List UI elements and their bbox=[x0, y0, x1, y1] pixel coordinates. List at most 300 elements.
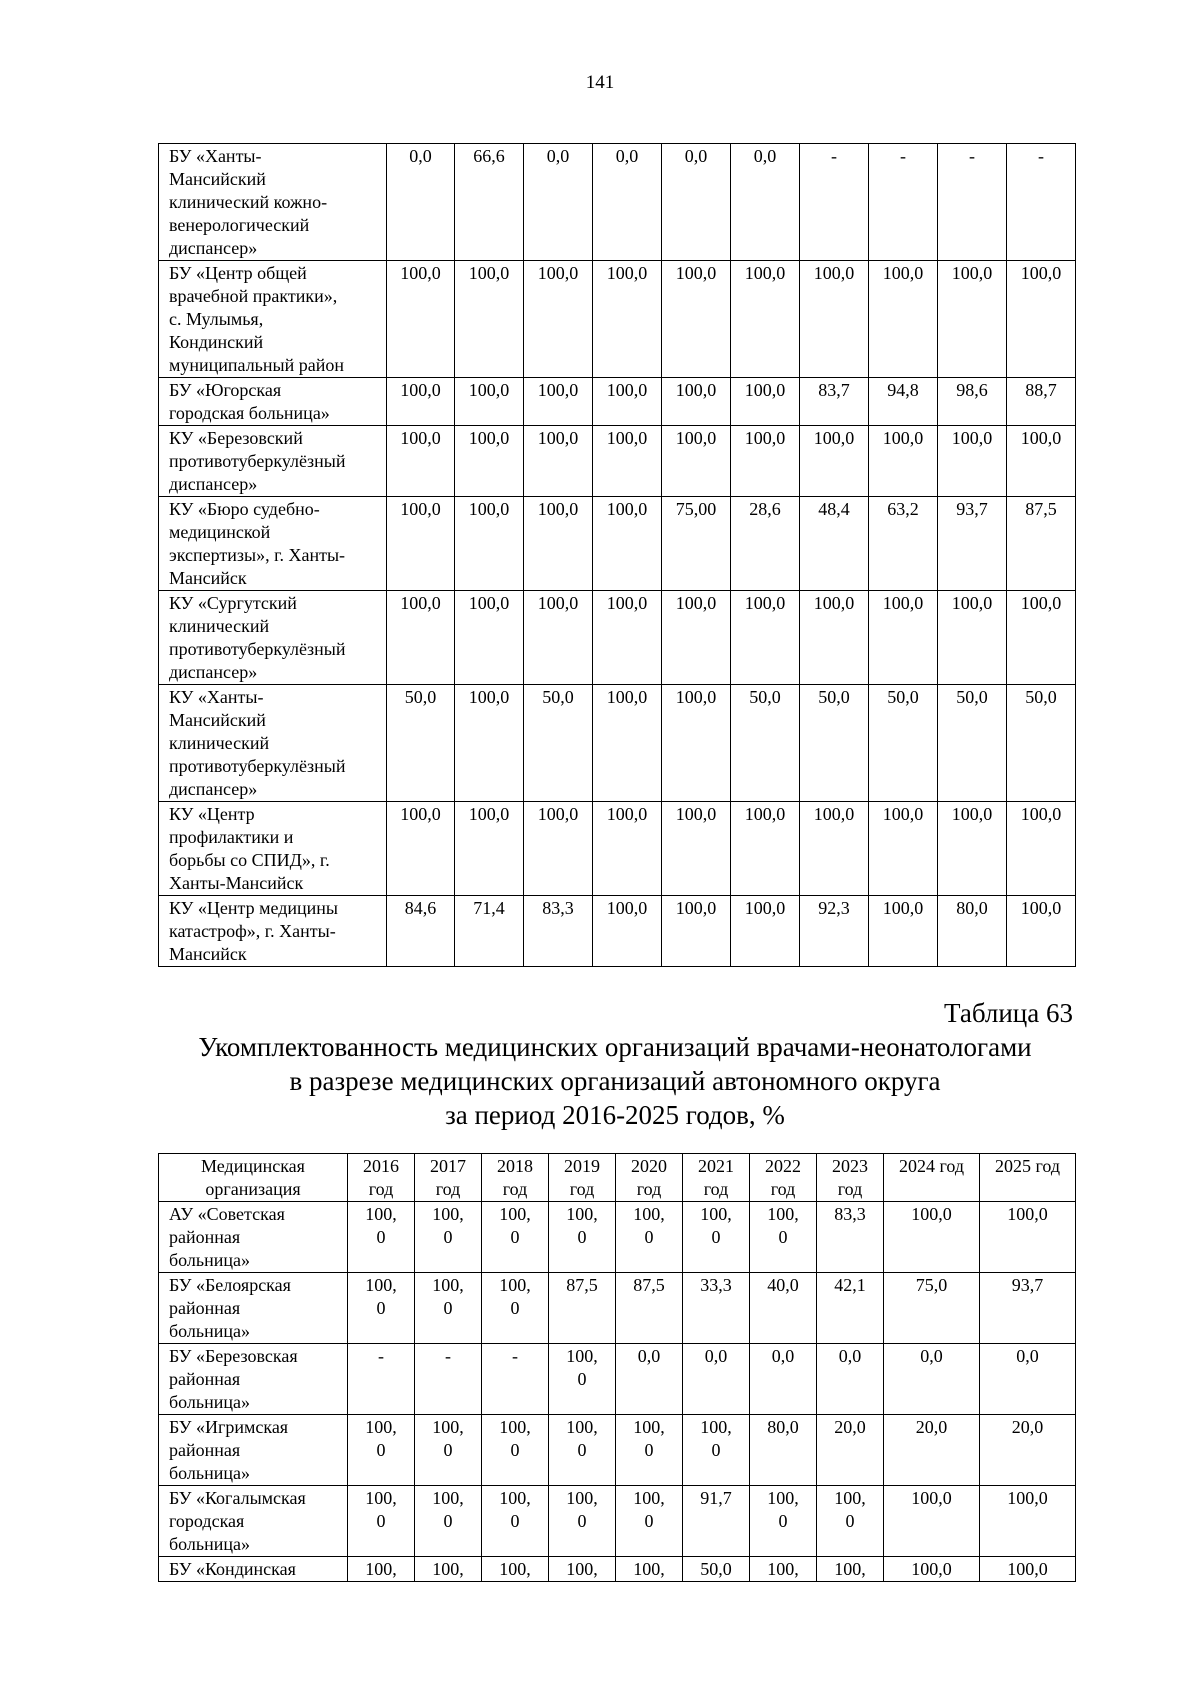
value-text: 0,0 bbox=[637, 1346, 661, 1366]
value-cell bbox=[884, 1344, 980, 1415]
value-cell: 50,0 bbox=[869, 685, 938, 802]
value-cell bbox=[884, 1486, 980, 1557]
cell-text-line: КУ «Бюро судебно- bbox=[169, 499, 320, 519]
value-cell bbox=[683, 1557, 750, 1582]
value-cell: 100,0 bbox=[593, 591, 662, 685]
value-text: 100,0 bbox=[499, 1417, 531, 1460]
org-name-cell bbox=[159, 144, 387, 261]
table-title-line: в разрезе медицинских организаций автономного округа bbox=[289, 1066, 941, 1096]
cell-text-line: больница» bbox=[169, 1250, 250, 1270]
value-cell bbox=[616, 1344, 683, 1415]
value-cell: 100,0 bbox=[524, 591, 593, 685]
value-cell bbox=[884, 1415, 980, 1486]
value-cell: 100,0 bbox=[869, 802, 938, 896]
value-text: 100,0 bbox=[767, 1204, 799, 1247]
value-text: 40,0 bbox=[767, 1275, 799, 1295]
value-cell: 80,0 bbox=[938, 896, 1007, 967]
cell-text-line: медицинской bbox=[169, 522, 271, 542]
table-row bbox=[159, 1202, 1076, 1273]
cell-text-line: год bbox=[703, 1179, 729, 1199]
value-cell: 100,0 bbox=[524, 378, 593, 426]
header-year bbox=[348, 1154, 415, 1202]
table-title-line: Укомплектованность медицинских организаций врачами-неонатологами bbox=[198, 1032, 1032, 1062]
cell-text-line: противотуберкулёзный bbox=[169, 451, 346, 471]
cell-text-line: год bbox=[435, 1179, 461, 1199]
value-cell bbox=[415, 1557, 482, 1582]
value-cell bbox=[750, 1202, 817, 1273]
value-text: 100,0 bbox=[633, 1204, 665, 1247]
value-text: 42,1 bbox=[834, 1275, 866, 1295]
cell-text-line: районная bbox=[169, 1440, 241, 1460]
cell-text-line: катастроф», г. Ханты- bbox=[169, 921, 336, 941]
value-cell bbox=[348, 1557, 415, 1582]
value-cell: 100,0 bbox=[455, 378, 524, 426]
value-cell: 100,0 bbox=[387, 426, 455, 497]
value-text: 0,0 bbox=[704, 1346, 728, 1366]
value-text: 100, bbox=[767, 1559, 799, 1579]
value-text: 50,0 bbox=[700, 1559, 732, 1579]
value-cell: 100,0 bbox=[869, 426, 938, 497]
value-cell: 100,0 bbox=[662, 378, 731, 426]
cell-text-line: городская bbox=[169, 1511, 245, 1531]
cell-text-line: диспансер» bbox=[169, 474, 258, 494]
value-text: 0,0 bbox=[771, 1346, 795, 1366]
value-text: - bbox=[445, 1346, 451, 1366]
value-cell bbox=[750, 1486, 817, 1557]
upper-table-body bbox=[159, 144, 1076, 967]
value-cell: 0,0 bbox=[662, 144, 731, 261]
cell-text-line: Мансийский bbox=[169, 169, 266, 189]
value-cell: 100,0 bbox=[524, 261, 593, 378]
org-name-cell bbox=[159, 1273, 348, 1344]
value-cell bbox=[750, 1415, 817, 1486]
cell-text-line: клинический bbox=[169, 616, 270, 636]
value-text: 0,0 bbox=[920, 1346, 943, 1366]
value-cell: 100,0 bbox=[387, 802, 455, 896]
value-cell bbox=[348, 1486, 415, 1557]
value-text: 100, bbox=[432, 1559, 464, 1579]
value-text: 100,0 bbox=[911, 1488, 952, 1508]
value-cell bbox=[884, 1557, 980, 1582]
cell-text-line: больница» bbox=[169, 1392, 250, 1412]
value-cell: 84,6 bbox=[387, 896, 455, 967]
value-cell: 66,6 bbox=[455, 144, 524, 261]
value-cell: 100,0 bbox=[800, 802, 869, 896]
value-cell: 92,3 bbox=[800, 896, 869, 967]
value-cell: 75,00 bbox=[662, 497, 731, 591]
value-text: 93,7 bbox=[1011, 1275, 1044, 1295]
value-text: 100, bbox=[365, 1559, 397, 1579]
value-cell: 100,0 bbox=[731, 591, 800, 685]
value-cell: 100,0 bbox=[731, 261, 800, 378]
value-cell: - bbox=[800, 144, 869, 261]
value-text: 100,0 bbox=[365, 1417, 397, 1460]
value-cell bbox=[482, 1415, 549, 1486]
cell-text-line: венерологический bbox=[169, 215, 310, 235]
value-text: 75,0 bbox=[915, 1275, 948, 1295]
value-cell: 100,0 bbox=[593, 685, 662, 802]
cell-text-line: КУ «Ханты- bbox=[169, 687, 264, 707]
table-title-line: за период 2016-2025 годов, % bbox=[445, 1100, 785, 1130]
value-text: 100,0 bbox=[566, 1346, 598, 1389]
org-name-cell bbox=[159, 1415, 348, 1486]
cell-text-line: КУ «Сургутский bbox=[169, 593, 297, 613]
value-cell: 100,0 bbox=[800, 426, 869, 497]
table-63 bbox=[158, 1153, 1076, 1582]
value-cell bbox=[549, 1273, 616, 1344]
value-cell bbox=[415, 1202, 482, 1273]
value-cell bbox=[980, 1557, 1076, 1582]
table-number: Таблица 63 bbox=[944, 998, 1073, 1028]
table-row bbox=[159, 378, 1076, 426]
org-name-cell bbox=[159, 802, 387, 896]
value-text: 87,5 bbox=[633, 1275, 665, 1295]
value-cell bbox=[980, 1344, 1076, 1415]
value-cell: 100,0 bbox=[938, 591, 1007, 685]
value-cell: - bbox=[1007, 144, 1076, 261]
value-text: 20,0 bbox=[1011, 1417, 1044, 1437]
value-cell: 87,5 bbox=[1007, 497, 1076, 591]
value-text: 100, bbox=[633, 1559, 665, 1579]
value-text: 100,0 bbox=[1007, 1204, 1048, 1224]
org-name-cell bbox=[159, 426, 387, 497]
value-text: 100,0 bbox=[633, 1417, 665, 1460]
value-text: 100,0 bbox=[566, 1488, 598, 1531]
value-cell bbox=[549, 1486, 616, 1557]
value-text: 80,0 bbox=[767, 1417, 799, 1437]
cell-text-line: районная bbox=[169, 1298, 241, 1318]
org-name-cell bbox=[159, 591, 387, 685]
value-cell: 50,0 bbox=[1007, 685, 1076, 802]
value-cell bbox=[683, 1486, 750, 1557]
value-cell bbox=[884, 1202, 980, 1273]
value-cell bbox=[549, 1344, 616, 1415]
value-cell: 100,0 bbox=[1007, 426, 1076, 497]
value-cell: 100,0 bbox=[524, 497, 593, 591]
header-year bbox=[482, 1154, 549, 1202]
value-cell: 50,0 bbox=[800, 685, 869, 802]
value-text: 100,0 bbox=[365, 1204, 397, 1247]
value-cell: 100,0 bbox=[455, 261, 524, 378]
value-text: 100, bbox=[566, 1559, 598, 1579]
value-cell: 98,6 bbox=[938, 378, 1007, 426]
table-row bbox=[159, 1273, 1076, 1344]
cell-text-line: районная bbox=[169, 1227, 241, 1247]
cell-text-line: с. Мулымья, bbox=[169, 309, 264, 329]
value-cell: 100,0 bbox=[593, 426, 662, 497]
value-cell: 50,0 bbox=[938, 685, 1007, 802]
value-cell: 100,0 bbox=[938, 261, 1007, 378]
value-text: 83,3 bbox=[834, 1204, 866, 1224]
cell-text-line: год bbox=[636, 1179, 662, 1199]
value-text: 100,0 bbox=[566, 1417, 598, 1460]
cell-text-line: БУ «Кондинская bbox=[169, 1559, 296, 1579]
value-text: 0,0 bbox=[838, 1346, 862, 1366]
cell-text-line: больница» bbox=[169, 1463, 250, 1483]
value-text: - bbox=[378, 1346, 384, 1366]
value-cell: 100,0 bbox=[731, 896, 800, 967]
cell-text-line: экспертизы», г. Ханты- bbox=[169, 545, 346, 565]
value-text: 100,0 bbox=[365, 1275, 397, 1318]
value-text: 0,0 bbox=[1016, 1346, 1039, 1366]
value-text: 91,7 bbox=[700, 1488, 732, 1508]
value-cell: 100,0 bbox=[593, 497, 662, 591]
cell-text-line: диспансер» bbox=[169, 779, 258, 799]
cell-text-line: БУ «Когалымская bbox=[169, 1488, 306, 1508]
table-row bbox=[159, 261, 1076, 378]
table-title bbox=[0, 1030, 1200, 1132]
cell-text-line: 2024 год bbox=[898, 1156, 965, 1176]
value-cell bbox=[884, 1273, 980, 1344]
value-cell bbox=[415, 1273, 482, 1344]
value-cell bbox=[980, 1415, 1076, 1486]
value-cell: 0,0 bbox=[593, 144, 662, 261]
org-name-cell bbox=[159, 261, 387, 378]
value-cell: 100,0 bbox=[662, 896, 731, 967]
cell-text-line: муниципальный район bbox=[169, 355, 345, 375]
value-cell: 100,0 bbox=[869, 896, 938, 967]
value-cell bbox=[683, 1415, 750, 1486]
cell-text-line: КУ «Березовский bbox=[169, 428, 303, 448]
table-header-row bbox=[159, 1154, 1076, 1202]
value-cell bbox=[348, 1273, 415, 1344]
cell-text-line: больница» bbox=[169, 1534, 250, 1554]
value-cell: 100,0 bbox=[731, 426, 800, 497]
table-63-body bbox=[159, 1202, 1076, 1582]
value-cell bbox=[817, 1486, 884, 1557]
cell-text-line: Кондинский bbox=[169, 332, 264, 352]
value-cell: 100,0 bbox=[524, 426, 593, 497]
value-cell: 100,0 bbox=[593, 261, 662, 378]
value-cell: 100,0 bbox=[662, 591, 731, 685]
value-cell: 100,0 bbox=[662, 261, 731, 378]
value-cell bbox=[616, 1557, 683, 1582]
cell-text-line: Мансийск bbox=[169, 568, 247, 588]
value-cell: 94,8 bbox=[869, 378, 938, 426]
value-cell: 100,0 bbox=[731, 802, 800, 896]
cell-text-line: 2016 bbox=[363, 1156, 399, 1176]
value-cell: 50,0 bbox=[731, 685, 800, 802]
cell-text-line: год bbox=[368, 1179, 394, 1199]
table-row bbox=[159, 1557, 1076, 1582]
value-cell: 63,2 bbox=[869, 497, 938, 591]
cell-text-line: противотуберкулёзный bbox=[169, 756, 346, 776]
value-cell bbox=[980, 1486, 1076, 1557]
table-row bbox=[159, 1415, 1076, 1486]
value-cell bbox=[415, 1415, 482, 1486]
value-cell: 100,0 bbox=[455, 497, 524, 591]
value-cell: 100,0 bbox=[869, 261, 938, 378]
value-cell: 100,0 bbox=[1007, 802, 1076, 896]
value-text: 100,0 bbox=[834, 1488, 866, 1531]
value-text: 100,0 bbox=[700, 1417, 732, 1460]
org-name-cell bbox=[159, 378, 387, 426]
value-text: 100,0 bbox=[432, 1488, 464, 1531]
value-text: 100,0 bbox=[499, 1204, 531, 1247]
value-cell: 0,0 bbox=[731, 144, 800, 261]
cell-text-line: год bbox=[837, 1179, 863, 1199]
value-cell: 83,3 bbox=[524, 896, 593, 967]
value-text: 20,0 bbox=[834, 1417, 866, 1437]
table-row bbox=[159, 426, 1076, 497]
value-cell bbox=[415, 1344, 482, 1415]
value-cell bbox=[817, 1557, 884, 1582]
value-cell bbox=[750, 1557, 817, 1582]
value-text: 100,0 bbox=[700, 1204, 732, 1247]
cell-text-line: борьбы со СПИД», г. bbox=[169, 850, 330, 870]
header-year bbox=[750, 1154, 817, 1202]
value-cell: 100,0 bbox=[800, 591, 869, 685]
value-cell: 100,0 bbox=[387, 591, 455, 685]
header-year bbox=[549, 1154, 616, 1202]
header-org bbox=[159, 1154, 348, 1202]
value-text: 100,0 bbox=[1007, 1488, 1048, 1508]
value-cell: 100,0 bbox=[455, 426, 524, 497]
table-row bbox=[159, 1344, 1076, 1415]
value-cell bbox=[616, 1415, 683, 1486]
value-cell: 100,0 bbox=[387, 378, 455, 426]
cell-text-line: противотуберкулёзный bbox=[169, 639, 346, 659]
cell-text-line: врачебной практики», bbox=[169, 286, 338, 306]
value-cell: 100,0 bbox=[455, 685, 524, 802]
value-cell: 0,0 bbox=[524, 144, 593, 261]
header-year bbox=[415, 1154, 482, 1202]
cell-text-line: диспансер» bbox=[169, 238, 258, 258]
value-cell bbox=[482, 1273, 549, 1344]
cell-text-line: профилактики и bbox=[169, 827, 294, 847]
value-cell bbox=[549, 1202, 616, 1273]
value-text: 33,3 bbox=[700, 1275, 732, 1295]
value-text: - bbox=[512, 1346, 518, 1366]
cell-text-line: 2020 bbox=[631, 1156, 667, 1176]
value-cell: 100,0 bbox=[524, 802, 593, 896]
cell-text-line: БУ «Югорская bbox=[169, 380, 282, 400]
value-cell: 100,0 bbox=[938, 426, 1007, 497]
value-cell: 48,4 bbox=[800, 497, 869, 591]
value-text: 100,0 bbox=[911, 1559, 952, 1579]
value-cell: 100,0 bbox=[593, 378, 662, 426]
org-name-cell bbox=[159, 1202, 348, 1273]
value-cell bbox=[348, 1415, 415, 1486]
org-name-cell bbox=[159, 896, 387, 967]
value-cell: 100,0 bbox=[662, 685, 731, 802]
header-year bbox=[884, 1154, 980, 1202]
table-row bbox=[159, 1486, 1076, 1557]
cell-text-line: 2018 bbox=[497, 1156, 533, 1176]
cell-text-line: 2025 год bbox=[994, 1156, 1061, 1176]
value-cell bbox=[750, 1273, 817, 1344]
cell-text-line: Мансийский bbox=[169, 710, 266, 730]
cell-text-line: 2023 bbox=[832, 1156, 868, 1176]
value-cell bbox=[817, 1202, 884, 1273]
cell-text-line: районная bbox=[169, 1369, 241, 1389]
org-name-cell bbox=[159, 1344, 348, 1415]
value-cell: 100,0 bbox=[869, 591, 938, 685]
cell-text-line: Ханты-Мансийск bbox=[169, 873, 304, 893]
cell-text-line: городская больница» bbox=[169, 403, 330, 423]
value-cell bbox=[482, 1557, 549, 1582]
cell-text-line: БУ «Ханты- bbox=[169, 146, 262, 166]
cell-text-line: БУ «Центр общей bbox=[169, 263, 307, 283]
value-cell: 100,0 bbox=[731, 378, 800, 426]
value-cell: 100,0 bbox=[662, 802, 731, 896]
header-year bbox=[817, 1154, 884, 1202]
value-text: 100, bbox=[499, 1559, 531, 1579]
value-text: 100, bbox=[834, 1559, 866, 1579]
value-cell bbox=[482, 1202, 549, 1273]
cell-text-line: АУ «Советская bbox=[169, 1204, 285, 1224]
value-cell: 100,0 bbox=[1007, 261, 1076, 378]
value-cell bbox=[482, 1344, 549, 1415]
value-text: 100,0 bbox=[633, 1488, 665, 1531]
cell-text-line: КУ «Центр медицины bbox=[169, 898, 339, 918]
table-row bbox=[159, 685, 1076, 802]
value-cell: 50,0 bbox=[387, 685, 455, 802]
value-cell: 100,0 bbox=[387, 497, 455, 591]
cell-text-line: больница» bbox=[169, 1321, 250, 1341]
value-cell: 100,0 bbox=[938, 802, 1007, 896]
org-name-cell bbox=[159, 685, 387, 802]
value-cell bbox=[980, 1273, 1076, 1344]
cell-text-line: организация bbox=[205, 1179, 301, 1199]
value-text: 100,0 bbox=[566, 1204, 598, 1247]
value-cell: 50,0 bbox=[524, 685, 593, 802]
value-cell bbox=[817, 1273, 884, 1344]
value-text: 100,0 bbox=[432, 1204, 464, 1247]
header-year bbox=[683, 1154, 750, 1202]
value-text: 100,0 bbox=[499, 1275, 531, 1318]
value-cell: 0,0 bbox=[387, 144, 455, 261]
cell-text-line: БУ «Игримская bbox=[169, 1417, 289, 1437]
value-cell bbox=[750, 1344, 817, 1415]
value-cell bbox=[348, 1202, 415, 1273]
cell-text-line: год bbox=[569, 1179, 595, 1199]
cell-text-line: 2017 bbox=[430, 1156, 466, 1176]
cell-text-line: диспансер» bbox=[169, 662, 258, 682]
value-cell bbox=[616, 1486, 683, 1557]
cell-text-line: клинический bbox=[169, 733, 270, 753]
value-text: 100,0 bbox=[1007, 1559, 1048, 1579]
value-text: 87,5 bbox=[566, 1275, 598, 1295]
value-cell bbox=[348, 1344, 415, 1415]
value-cell bbox=[415, 1486, 482, 1557]
value-cell bbox=[482, 1486, 549, 1557]
cell-text-line: КУ «Центр bbox=[169, 804, 255, 824]
value-cell bbox=[817, 1344, 884, 1415]
org-name-cell bbox=[159, 497, 387, 591]
value-cell bbox=[549, 1557, 616, 1582]
value-cell: 100,0 bbox=[1007, 896, 1076, 967]
org-name-cell bbox=[159, 1557, 348, 1582]
value-cell: 100,0 bbox=[800, 261, 869, 378]
value-text: 100,0 bbox=[767, 1488, 799, 1531]
value-cell bbox=[980, 1202, 1076, 1273]
cell-text-line: БУ «Белоярская bbox=[169, 1275, 291, 1295]
page-number: 141 bbox=[585, 72, 615, 93]
value-text: 100,0 bbox=[499, 1488, 531, 1531]
value-cell bbox=[616, 1273, 683, 1344]
header-year bbox=[616, 1154, 683, 1202]
value-cell: 100,0 bbox=[455, 591, 524, 685]
value-cell: 93,7 bbox=[938, 497, 1007, 591]
cell-text-line: год bbox=[502, 1179, 528, 1199]
value-cell: - bbox=[938, 144, 1007, 261]
value-cell bbox=[817, 1415, 884, 1486]
cell-text-line: клинический кожно- bbox=[169, 192, 328, 212]
cell-text-line: 2021 bbox=[698, 1156, 734, 1176]
value-cell: 83,7 bbox=[800, 378, 869, 426]
value-cell: 100,0 bbox=[455, 802, 524, 896]
